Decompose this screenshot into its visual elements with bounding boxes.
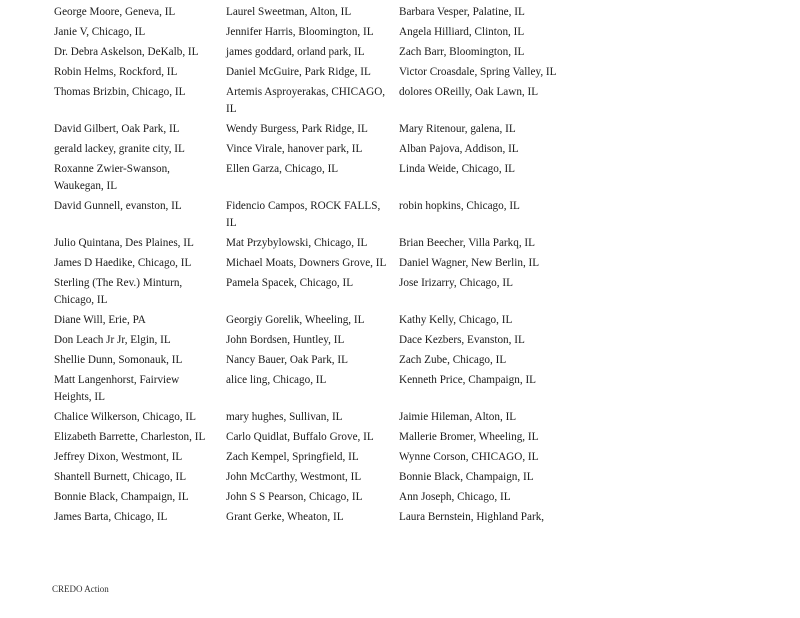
signer-list [54, 4, 574, 529]
signer-entry: Victor Croasdale, Spring Valley, IL [399, 66, 557, 78]
signer-entry: Kenneth Price, Champaign, IL [399, 374, 537, 386]
signer-entry: Shantell Burnett, Chicago, IL [54, 471, 187, 483]
signer-entry: Fidencio Campos, ROCK FALLS, IL [226, 200, 381, 229]
signer-entry: James Barta, Chicago, IL [54, 511, 168, 523]
signer-entry: gerald lackey, granite city, IL [54, 143, 185, 155]
signer-entry: David Gunnell, evanston, IL [54, 200, 182, 212]
signer-row [54, 198, 574, 232]
signer-entry: David Gilbert, Oak Park, IL [54, 123, 180, 135]
signer-entry: Alban Pajova, Addison, IL [399, 143, 519, 155]
signer-entry: Bonnie Black, Champaign, IL [399, 471, 534, 483]
signer-row [54, 235, 574, 252]
signer-entry: Jennifer Harris, Bloomington, IL [226, 26, 374, 38]
signer-entry: Ann Joseph, Chicago, IL [399, 491, 511, 503]
signer-entry: Elizabeth Barrette, Charleston, IL [54, 431, 206, 443]
signer-entry: Robin Helms, Rockford, IL [54, 66, 178, 78]
signer-row [54, 275, 574, 309]
signer-entry: Grant Gerke, Wheaton, IL [226, 511, 344, 523]
signer-row [54, 489, 574, 506]
signer-row [54, 64, 574, 81]
signer-row [54, 312, 574, 329]
signer-entry: Dr. Debra Askelson, DeKalb, IL [54, 46, 199, 58]
signer-row [54, 255, 574, 272]
signer-entry: Zach Kempel, Springfield, IL [226, 451, 359, 463]
signer-entry: James D Haedike, Chicago, IL [54, 257, 192, 269]
signer-entry: Angela Hilliard, Clinton, IL [399, 26, 525, 38]
signer-entry: alice ling, Chicago, IL [226, 374, 327, 386]
signer-entry: Nancy Bauer, Oak Park, IL [226, 354, 348, 366]
signer-entry: Julio Quintana, Des Plaines, IL [54, 237, 194, 249]
signer-entry: Thomas Brizbin, Chicago, IL [54, 86, 186, 98]
signer-entry: dolores OReilly, Oak Lawn, IL [399, 86, 539, 98]
signer-entry: mary hughes, Sullivan, IL [226, 411, 343, 423]
signer-entry: Dace Kezbers, Evanston, IL [399, 334, 525, 346]
signer-entry: Don Leach Jr Jr, Elgin, IL [54, 334, 171, 346]
footer-label: CREDO Action [52, 584, 109, 594]
signer-entry: Georgiy Gorelik, Wheeling, IL [226, 314, 365, 326]
signer-entry: Daniel Wagner, New Berlin, IL [399, 257, 540, 269]
signer-entry: Mat Przybylowski, Chicago, IL [226, 237, 368, 249]
signer-entry: Ellen Garza, Chicago, IL [226, 163, 339, 175]
signer-entry: Jose Irizarry, Chicago, IL [399, 277, 513, 289]
signer-row [54, 4, 574, 21]
signer-row [54, 161, 574, 195]
signer-entry: Pamela Spacek, Chicago, IL [226, 277, 354, 289]
signer-row [54, 332, 574, 349]
signer-entry: Wendy Burgess, Park Ridge, IL [226, 123, 368, 135]
signer-entry: Laura Bernstein, Highland Park, [399, 511, 545, 523]
signer-row [54, 409, 574, 426]
signer-entry: Diane Will, Erie, PA [54, 314, 146, 326]
signer-row [54, 352, 574, 369]
signer-entry: robin hopkins, Chicago, IL [399, 200, 520, 212]
signer-entry: Linda Weide, Chicago, IL [399, 163, 516, 175]
signer-entry: Carlo Quidlat, Buffalo Grove, IL [226, 431, 374, 443]
signer-entry: Jaimie Hileman, Alton, IL [399, 411, 517, 423]
signer-row [54, 372, 574, 406]
signer-row [54, 141, 574, 158]
signer-entry: Bonnie Black, Champaign, IL [54, 491, 189, 503]
signer-entry: Barbara Vesper, Palatine, IL [399, 6, 525, 18]
signer-row [54, 429, 574, 446]
signer-row [54, 44, 574, 61]
signer-entry: John Bordsen, Huntley, IL [226, 334, 345, 346]
signer-entry: Zach Barr, Bloomington, IL [399, 46, 525, 58]
signer-row [54, 509, 574, 526]
signer-entry: Daniel McGuire, Park Ridge, IL [226, 66, 371, 78]
signer-entry: Roxanne Zwier-Swanson, Waukegan, IL [54, 163, 170, 192]
signer-entry: Kathy Kelly, Chicago, IL [399, 314, 513, 326]
signer-entry: Mary Ritenour, galena, IL [399, 123, 516, 135]
signer-entry: Mallerie Bromer, Wheeling, IL [399, 431, 539, 443]
signer-row [54, 24, 574, 41]
signer-entry: Shellie Dunn, Somonauk, IL [54, 354, 183, 366]
signer-entry: Sterling (The Rev.) Minturn, Chicago, IL [54, 277, 183, 306]
signer-row [54, 469, 574, 486]
signer-entry: John McCarthy, Westmont, IL [226, 471, 362, 483]
signer-entry: Wynne Corson, CHICAGO, IL [399, 451, 539, 463]
signer-entry: Zach Zube, Chicago, IL [399, 354, 507, 366]
signer-row [54, 84, 574, 118]
signer-entry: John S S Pearson, Chicago, IL [226, 491, 363, 503]
signer-entry: Brian Beecher, Villa Parkq, IL [399, 237, 535, 249]
signer-row [54, 449, 574, 466]
signer-entry: Laurel Sweetman, Alton, IL [226, 6, 352, 18]
signer-entry: George Moore, Geneva, IL [54, 6, 176, 18]
signer-entry: Matt Langenhorst, Fairview Heights, IL [54, 374, 180, 403]
signer-entry: Chalice Wilkerson, Chicago, IL [54, 411, 196, 423]
signer-entry: Janie V, Chicago, IL [54, 26, 146, 38]
signer-entry: Vince Virale, hanover park, IL [226, 143, 363, 155]
signer-row [54, 121, 574, 138]
signer-entry: james goddard, orland park, IL [226, 46, 365, 58]
signer-entry: Jeffrey Dixon, Westmont, IL [54, 451, 183, 463]
signer-entry: Michael Moats, Downers Grove, IL [226, 257, 387, 269]
signer-entry: Artemis Asproyerakas, CHICAGO, IL [226, 86, 386, 115]
